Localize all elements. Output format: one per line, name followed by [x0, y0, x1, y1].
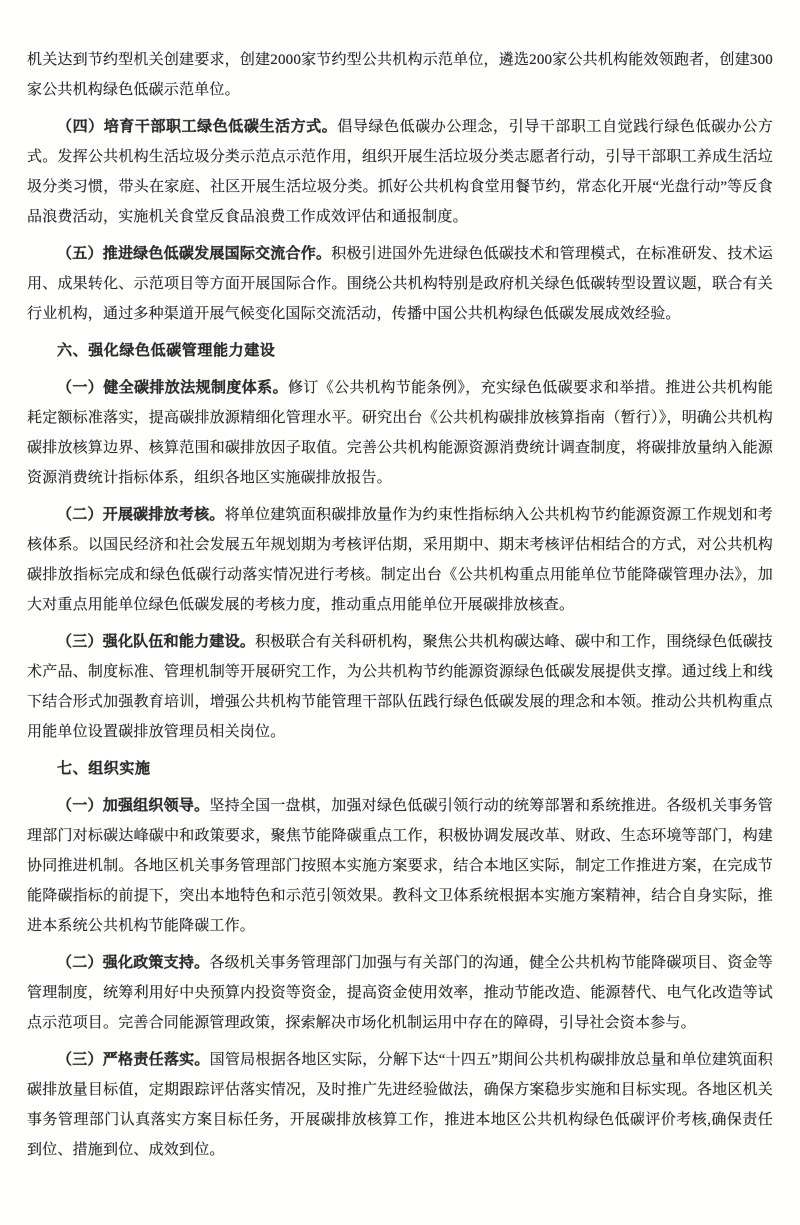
paragraph-item-7-1	[27, 791, 773, 941]
paragraph-lead: （三）强化队伍和能力建设。	[57, 634, 256, 650]
section-heading-6	[27, 336, 773, 366]
paragraph-item-6-2	[27, 500, 773, 620]
paragraph-lead: （二）强化政策支持。	[57, 955, 210, 971]
paragraph-text: 将单位建筑面积碳排放量作为约束性指标纳入公共机构节约能源资源工作规划和考核体系。以国民经济和社会发展五年规划期为考核评估期，采用期中、期末考核评估相结合的方式，对公共机构碳排放指标完成和绿色低碳行动落实情况进行考核。制定出台《公共机构重点用能单位节能降碳管理办法》，加大对重点用能单位绿色低碳发展的考核力度，推动重点用能单位开展碳排放核查。	[27, 507, 773, 613]
paragraph-text: 机关达到节约型机关创建要求，创建2000家节约型公共机构示范单位，遴选200家公共机构能效领跑者，创建300家公共机构绿色低碳示范单位。	[27, 52, 773, 98]
paragraph-continued	[27, 45, 773, 105]
paragraph-text: 倡导绿色低碳办公理念，引导干部职工自觉践行绿色低碳办公方式。发挥公共机构生活垃圾分类示范点示范作用，组织开展生活垃圾分类志愿者行动，引导干部职工养成生活垃圾分类习惯，带头在家庭、社区开展生活垃圾分类。抓好公共机构食堂用餐节约，常态化开展“光盘行动”等反食品浪费活动，实施机关食堂反食品浪费工作成效评估和通报制度。	[27, 119, 773, 225]
section-heading-text: 六、强化绿色低碳管理能力建设	[57, 343, 276, 359]
paragraph-item-6-3	[27, 627, 773, 747]
paragraph-lead: （四）培育干部职工绿色低碳生活方式。	[57, 119, 338, 135]
paragraph-lead: （五）推进绿色低碳发展国际交流合作。	[57, 246, 332, 262]
paragraph-item-7-2	[27, 948, 773, 1038]
paragraph-text: 积极联合有关科研机构，聚焦公共机构碳达峰、碳中和工作，围绕绿色低碳技术产品、制度标准、管理机制等开展研究工作，为公共机构节约能源资源绿色低碳发展提供支撑。通过线上和线下结合形式加强教育培训，增强公共机构节能管理干部队伍践行绿色低碳发展的理念和本领。推动公共机构重点用能单位设置碳排放管理员相关岗位。	[27, 634, 773, 740]
paragraph-text: 各级机关事务管理部门加强与有关部门的沟通，健全公共机构节能降碳项目、资金等管理制度，统筹利用好中央预算内投资等资金，提高资金使用效率，推动节能改造、能源替代、电气化改造等试点示范项目。完善合同能源管理政策，探索解决市场化机制运用中存在的障碍，引导社会资本参与。	[27, 955, 773, 1031]
paragraph-item-4	[27, 112, 773, 232]
paragraph-lead: （二）开展碳排放考核。	[57, 507, 225, 523]
paragraph-text: 国管局根据各地区实际，分解下达“十四五”期间公共机构碳排放总量和单位建筑面积碳排放量目标值，定期跟踪评估落实情况，及时推广先进经验做法，确保方案稳步实施和目标实现。各地区机关事务管理部门认真落实方案目标任务，开展碳排放核算工作，推进本地区公共机构绿色低碳评价考核,确保责任到位、措施到位、成效到位。	[27, 1052, 773, 1158]
paragraph-item-6-1	[27, 373, 773, 493]
paragraph-text: 坚持全国一盘棋，加强对绿色低碳引领行动的统筹部署和系统推进。各级机关事务管理部门对标碳达峰碳中和政策要求，聚焦节能降碳重点工作，积极协调发展改革、财政、生态环境等部门，构建协同推进机制。各地区机关事务管理部门按照本实施方案要求，结合本地区实际，制定工作推进方案，在完成节能降碳指标的前提下，突出本地特色和示范引领效果。教科文卫体系统根据本实施方案精神，结合自身实际，推进本系统公共机构节能降碳工作。	[27, 798, 773, 934]
paragraph-item-7-3	[27, 1045, 773, 1165]
paragraph-item-5	[27, 239, 773, 329]
section-heading-text: 七、组织实施	[57, 761, 151, 777]
paragraph-text: 积极引进国外先进绿色低碳技术和管理模式，在标准研发、技术运用、成果转化、示范项目等方面开展国际合作。围绕公共机构特别是政府机关绿色低碳转型设置议题，联合有关行业机构，通过多种渠道开展气候变化国际交流活动，传播中国公共机构绿色低碳发展成效经验。	[27, 246, 773, 322]
paragraph-text: 修订《公共机构节能条例》，充实绿色低碳要求和举措。推进公共机构能耗定额标准落实，提高碳排放源精细化管理水平。研究出台《公共机构碳排放核算指南（暂行）》，明确公共机构碳排放核算边界、核算范围和碳排放因子取值。完善公共机构能源资源消费统计调查制度，将碳排放量纳入能源资源消费统计指标体系，组织各地区实施碳排放报告。	[27, 380, 773, 486]
paragraph-lead: （一）加强组织领导。	[57, 798, 210, 814]
section-heading-7	[27, 754, 773, 784]
paragraph-lead: （三）严格责任落实。	[57, 1052, 210, 1068]
paragraph-lead: （一）健全碳排放法规制度体系。	[57, 380, 288, 396]
